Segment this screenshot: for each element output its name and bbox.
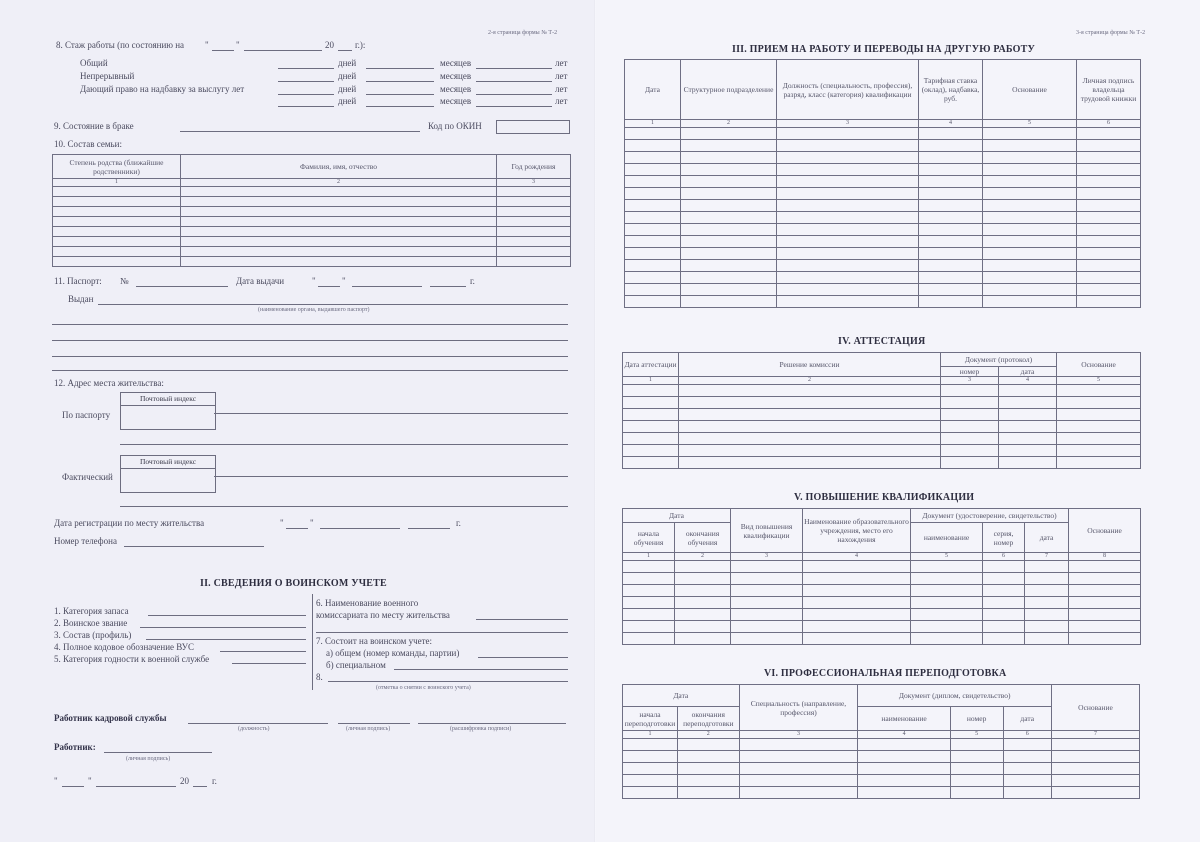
table-row[interactable] — [53, 187, 571, 197]
table-row[interactable] — [623, 409, 1141, 421]
table-row[interactable] — [53, 197, 571, 207]
reg-date-label: Дата регистрации по месту жительства — [54, 518, 205, 528]
s8-year-prefix: 20 — [325, 40, 334, 50]
col-num: 6 — [1003, 731, 1051, 739]
col-doc: Документ (удостоверение, свидетельство) — [911, 509, 1069, 523]
issued-by-line[interactable] — [98, 304, 568, 305]
table-row[interactable] — [623, 609, 1141, 621]
s8-row-label: Непрерывный — [80, 71, 135, 81]
reg-month-line[interactable] — [320, 528, 400, 529]
q-open: " — [54, 776, 58, 786]
special-reg-line[interactable] — [394, 669, 568, 670]
col-num: 3 — [777, 120, 919, 128]
table-row[interactable] — [53, 207, 571, 217]
worker-signature-line[interactable] — [104, 752, 212, 753]
days-line[interactable] — [278, 68, 334, 69]
actual-address-line[interactable] — [214, 476, 568, 477]
col-num: 3 — [941, 377, 999, 385]
col-num: 1 — [623, 553, 675, 561]
removal-line[interactable] — [328, 681, 568, 682]
table-row[interactable] — [625, 128, 1141, 140]
years-line[interactable] — [476, 94, 552, 95]
table-row[interactable] — [623, 561, 1141, 573]
passport-no-sign: № — [120, 276, 129, 286]
table-row[interactable] — [625, 188, 1141, 200]
table-row[interactable] — [625, 212, 1141, 224]
col-doc-sn: серия, номер — [983, 523, 1025, 553]
col-relation: Степень родства (ближайшие родственники) — [53, 155, 181, 179]
employment-table — [624, 59, 1141, 308]
years-label: лет — [555, 96, 568, 106]
s6-title: VI. ПРОФЕССИОНАЛЬНАЯ ПЕРЕПОДГОТОВКА — [764, 668, 1007, 679]
military-item-7b: б) специальном — [326, 660, 386, 670]
col-basis: Основание — [1051, 685, 1139, 731]
col-doc-num: номер — [941, 367, 999, 377]
s11-label: 11. Паспорт: — [54, 276, 102, 286]
col-date: Дата — [625, 60, 681, 120]
reg-year-line[interactable] — [408, 528, 450, 529]
col-num: 1 — [625, 120, 681, 128]
s8-title: 8. Стаж работы (по состоянию на — [56, 40, 185, 50]
days-label: дней — [338, 96, 357, 106]
col-kind: Вид повышения квалификации — [731, 509, 803, 553]
issue-day-line[interactable] — [318, 286, 340, 287]
issued-extra-line[interactable] — [52, 356, 568, 357]
col-specialty: Специальность (направление, профессия) — [739, 685, 858, 731]
military-item: 4. Полное кодовое обозначение ВУС — [54, 642, 194, 652]
table-row[interactable] — [623, 633, 1141, 645]
table-row[interactable] — [623, 573, 1141, 585]
phone-label: Номер телефона — [54, 536, 117, 546]
corner-note: 3-я страница формы № Т-2 — [1076, 30, 1146, 36]
table-row[interactable] — [53, 237, 571, 247]
s8-quote-close: " — [236, 40, 240, 50]
general-reg-line[interactable] — [478, 657, 568, 658]
col-birth-year: Год рождения — [497, 155, 571, 179]
col-doc-name: наименование — [858, 707, 950, 731]
col-start: начала обучения — [623, 523, 675, 553]
years-line[interactable] — [476, 68, 552, 69]
issue-month-line[interactable] — [352, 286, 422, 287]
okin-code-box[interactable] — [496, 120, 570, 134]
table-row[interactable] — [625, 224, 1141, 236]
military-field-line[interactable] — [220, 651, 306, 652]
s8-row-label: Дающий право на надбавку за выслугу лет — [80, 84, 245, 94]
col-num: 2 — [681, 120, 777, 128]
years-label: лет — [555, 58, 568, 68]
year-abbr: г. — [470, 276, 475, 286]
sign-year-line[interactable] — [193, 786, 207, 787]
commissariat-line-2[interactable] — [316, 632, 568, 633]
col-end: окончания переподготовки — [677, 707, 739, 731]
year-abbr: г. — [456, 518, 461, 528]
col-institution: Наименование образовательного учреждения, место его нахождения — [803, 509, 911, 553]
table-row[interactable] — [625, 164, 1141, 176]
col-num: 4 — [803, 553, 911, 561]
col-basis: Основание — [1057, 353, 1141, 377]
col-num: 5 — [983, 120, 1077, 128]
col-decision: Решение комиссии — [679, 353, 941, 377]
issue-year-line[interactable] — [430, 286, 466, 287]
postcode-box[interactable] — [120, 392, 216, 430]
col-num: 3 — [739, 731, 858, 739]
col-rate: Тарифная ставка (оклад), надбавка, руб. — [919, 60, 983, 120]
military-field-line[interactable] — [140, 627, 306, 628]
hr-worker-label: Работник кадровой службы — [54, 713, 167, 723]
passport-address-line[interactable] — [214, 413, 568, 414]
years-line[interactable] — [476, 106, 552, 107]
table-row[interactable] — [623, 787, 1140, 799]
military-item-6b: комиссариата по месту жительства — [316, 610, 450, 620]
s4-title: IV. АТТЕСТАЦИЯ — [838, 336, 926, 347]
col-att-date: Дата аттестации — [623, 353, 679, 377]
col-num: 2 — [677, 731, 739, 739]
table-row[interactable] — [623, 621, 1141, 633]
worker-signature-note: (личная подпись) — [126, 756, 171, 762]
table-row[interactable] — [623, 397, 1141, 409]
col-num: 2 — [679, 377, 941, 385]
military-divider — [312, 594, 313, 690]
months-pre-line[interactable] — [366, 94, 434, 95]
table-row[interactable] — [625, 140, 1141, 152]
col-start: начала переподготовки — [623, 707, 678, 731]
qualification-table — [622, 508, 1141, 645]
col-num: 7 — [1025, 553, 1069, 561]
military-field-line[interactable] — [146, 639, 306, 640]
table-row[interactable] — [625, 248, 1141, 260]
col-num: 5 — [1057, 377, 1141, 385]
years-label: лет — [555, 71, 568, 81]
table-row[interactable] — [625, 284, 1141, 296]
col-owner-signature: Личная подпись владельца трудовой книжки — [1077, 60, 1141, 120]
reg-day-line[interactable] — [286, 528, 308, 529]
q-open: " — [312, 276, 316, 286]
s8-day-line[interactable] — [212, 50, 234, 51]
col-num: 2 — [181, 179, 497, 187]
years-label: лет — [555, 84, 568, 94]
marital-status-line[interactable] — [180, 131, 420, 132]
commissariat-line[interactable] — [476, 619, 568, 620]
days-label: дней — [338, 58, 357, 68]
col-num: 6 — [1077, 120, 1141, 128]
days-label: дней — [338, 84, 357, 94]
years-line[interactable] — [476, 81, 552, 82]
postcode-box-actual[interactable] — [120, 455, 216, 493]
year-abbr: г. — [212, 776, 217, 786]
worker-label: Работник: — [54, 742, 96, 752]
days-line[interactable] — [278, 106, 334, 107]
passport-address-line-2[interactable] — [120, 444, 568, 445]
military-item-6a: 6. Наименование военного — [316, 598, 419, 608]
col-num: 4 — [858, 731, 950, 739]
hr-position-line[interactable] — [188, 723, 328, 724]
col-num: 2 — [675, 553, 731, 561]
table-row[interactable] — [53, 227, 571, 237]
col-num: 3 — [731, 553, 803, 561]
sign-month-line[interactable] — [96, 786, 176, 787]
col-doc: Документ (протокол) — [941, 353, 1057, 367]
left-page — [0, 0, 596, 842]
postcode-label: Почтовый индекс — [121, 393, 215, 406]
col-date: Дата — [623, 685, 740, 707]
table-row[interactable] — [623, 421, 1141, 433]
col-doc-num: номер — [950, 707, 1003, 731]
issued-extra-line[interactable] — [52, 324, 568, 325]
col-num: 6 — [983, 553, 1025, 561]
s12-label: 12. Адрес места жительства: — [54, 378, 164, 388]
okin-label: Код по ОКИН — [428, 121, 482, 131]
right-page — [596, 0, 1200, 842]
table-row[interactable] — [623, 763, 1140, 775]
table-row[interactable] — [623, 739, 1140, 751]
military-item: 5. Категория годности к военной службе — [54, 654, 210, 664]
col-num: 4 — [919, 120, 983, 128]
s10-label: 10. Состав семьи: — [54, 139, 122, 149]
attestation-table — [622, 352, 1141, 469]
q-close: " — [342, 276, 346, 286]
military-item-8: 8. — [316, 672, 323, 682]
months-label: месяцев — [440, 58, 472, 68]
table-row[interactable] — [623, 445, 1141, 457]
military-field-line[interactable] — [148, 615, 306, 616]
phone-line[interactable] — [124, 546, 264, 547]
table-row[interactable] — [625, 176, 1141, 188]
table-row[interactable] — [625, 200, 1141, 212]
col-unit: Структурное подразделение — [681, 60, 777, 120]
table-row[interactable] — [623, 751, 1140, 763]
col-num: 8 — [1069, 553, 1141, 561]
year-prefix: 20 — [180, 776, 189, 786]
q-close: " — [310, 518, 314, 528]
sign-day-line[interactable] — [62, 786, 84, 787]
table-row[interactable] — [53, 257, 571, 267]
months-pre-line[interactable] — [366, 81, 434, 82]
s8-row-label: Общий — [80, 58, 108, 68]
corner-note: 2-я страница формы № Т-2 — [488, 30, 558, 36]
table-row[interactable] — [623, 385, 1141, 397]
months-pre-line[interactable] — [366, 68, 434, 69]
s8-year-suffix: г.): — [355, 40, 366, 50]
s8-year-line[interactable] — [338, 50, 352, 51]
col-num: 3 — [497, 179, 571, 187]
col-date: Дата — [623, 509, 731, 523]
col-num: 1 — [53, 179, 181, 187]
hr-signature-line[interactable] — [338, 723, 410, 724]
col-num: 5 — [911, 553, 983, 561]
position-note: (должность) — [238, 726, 270, 732]
table-row[interactable] — [625, 152, 1141, 164]
s8-month-line[interactable] — [244, 50, 322, 51]
months-pre-line[interactable] — [366, 106, 434, 107]
table-row[interactable] — [623, 433, 1141, 445]
hr-decode-line[interactable] — [418, 723, 566, 724]
s9-label: 9. Состояние в браке — [54, 121, 134, 131]
postcode-label: Почтовый индекс — [121, 456, 215, 469]
table-row[interactable] — [623, 585, 1141, 597]
days-line[interactable] — [278, 94, 334, 95]
issued-by-note: (наименование органа, выдавшего паспорт) — [258, 307, 370, 313]
col-doc-date: дата — [999, 367, 1057, 377]
military-item-7: 7. Состоит на воинском учете: — [316, 636, 433, 646]
actual-address-line-2[interactable] — [120, 506, 568, 507]
military-title: II. СВЕДЕНИЯ О ВОИНСКОМ УЧЕТЕ — [200, 578, 387, 589]
col-basis: Основание — [983, 60, 1077, 120]
table-row[interactable] — [53, 247, 571, 257]
issued-by-label: Выдан — [68, 294, 94, 304]
table-row[interactable] — [53, 217, 571, 227]
issue-date-label: Дата выдачи — [236, 276, 285, 286]
table-row[interactable] — [623, 457, 1141, 469]
col-num: 1 — [623, 731, 678, 739]
military-item-7a: а) общем (номер команды, партии) — [326, 648, 460, 658]
table-row[interactable] — [625, 236, 1141, 248]
family-table — [52, 154, 571, 267]
military-item: 1. Категория запаса — [54, 606, 129, 616]
q-close: " — [88, 776, 92, 786]
col-doc: Документ (диплом, свидетельство) — [858, 685, 1052, 707]
months-label: месяцев — [440, 71, 472, 81]
col-doc-name: наименование — [911, 523, 983, 553]
table-row[interactable] — [625, 260, 1141, 272]
col-position: Должность (специальность, профессия), разряд, класс (категория) квалификации — [777, 60, 919, 120]
military-item: 3. Состав (профиль) — [54, 630, 132, 640]
col-num: 1 — [623, 377, 679, 385]
by-passport-label: По паспорту — [62, 410, 111, 420]
issued-extra-line[interactable] — [52, 370, 568, 371]
days-label: дней — [338, 71, 357, 81]
q-open: " — [280, 518, 284, 528]
retraining-table — [622, 684, 1140, 799]
table-row[interactable] — [623, 597, 1141, 609]
days-line[interactable] — [278, 81, 334, 82]
decode-note: (расшифровка подписи) — [450, 726, 512, 732]
passport-number-line[interactable] — [136, 286, 228, 287]
actual-label: Фактический — [62, 472, 113, 482]
s3-title: III. ПРИЕМ НА РАБОТУ И ПЕРЕВОДЫ НА ДРУГУЮ РАБОТУ — [732, 44, 1036, 55]
s5-title: V. ПОВЫШЕНИЕ КВАЛИФИКАЦИИ — [794, 492, 975, 503]
col-doc-date: дата — [1003, 707, 1051, 731]
col-num: 5 — [950, 731, 1003, 739]
removal-note: (отметка о снятии с воинского учета) — [376, 685, 471, 691]
signature-note: (личная подпись) — [346, 726, 391, 732]
col-basis: Основание — [1069, 509, 1141, 553]
months-label: месяцев — [440, 84, 472, 94]
table-row[interactable] — [625, 272, 1141, 284]
table-row[interactable] — [625, 296, 1141, 308]
s8-quote-open: " — [205, 40, 209, 50]
col-end: окончания обучения — [675, 523, 731, 553]
col-doc-date: дата — [1025, 523, 1069, 553]
col-num: 7 — [1051, 731, 1139, 739]
col-fullname: Фамилия, имя, отчество — [181, 155, 497, 179]
issued-extra-line[interactable] — [52, 340, 568, 341]
months-label: месяцев — [440, 96, 472, 106]
table-row[interactable] — [623, 775, 1140, 787]
col-num: 4 — [999, 377, 1057, 385]
military-item: 2. Воинское звание — [54, 618, 128, 628]
military-field-line[interactable] — [232, 663, 306, 664]
